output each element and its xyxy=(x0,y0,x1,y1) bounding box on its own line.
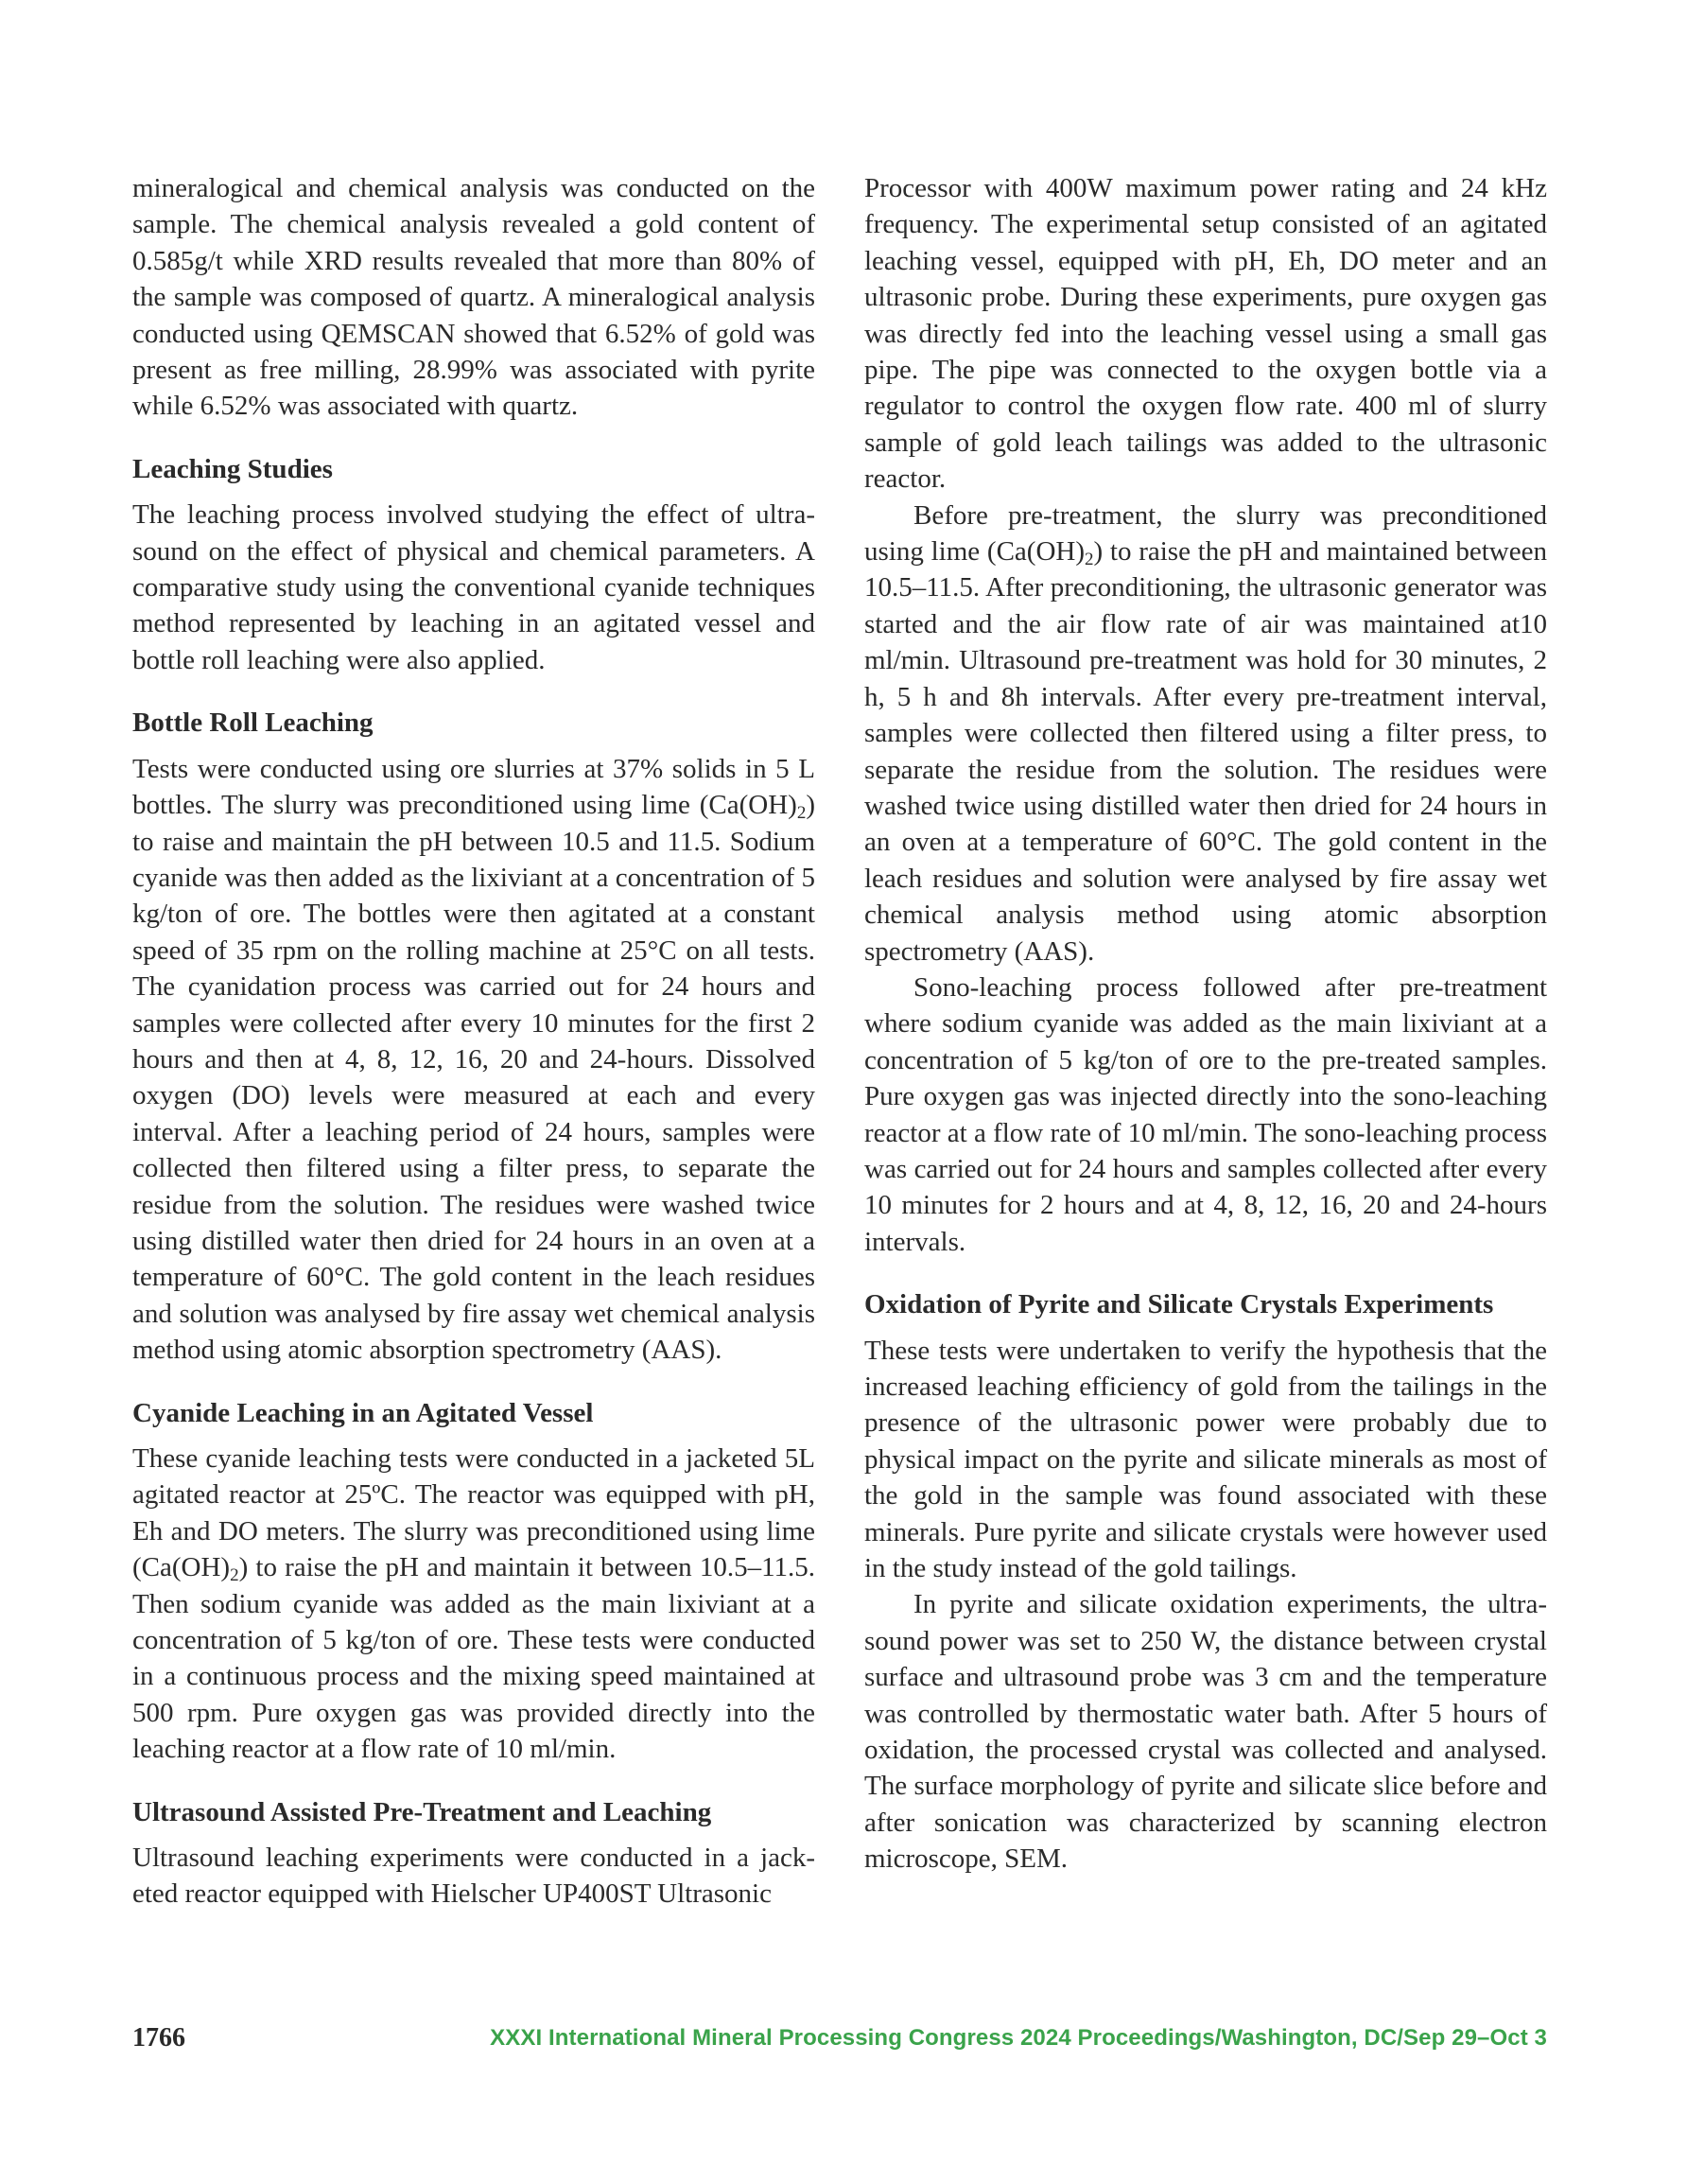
text-run: ) to raise and maintain the pH between 10.5 and 11.5. Sodium cyanide was then added as the lixiviant at a concentration of 5 kg/ton of ore. The bottles were then agitated at a constant speed of 35 rpm on the rolling machine at 25°C on all tests. The cyanidation process was carried out for 24 hours and samples were collected after every 10 minutes for the first 2 hours and then at 4, 8, 12, 16, 20 and 24-hours. Dissolved oxygen (DO) levels were measured at each and every interval. After a leaching period of 24 hours, samples were collected then filtered using a filter press, to separate the residue from the solution. The residues were washed twice using distilled water then dried for 24 hours in an oven at a temperature of 60°C. The gold content in the leach residues and solution was analysed by fire assay wet chemical analysis method using atomic absorption spectrometry (AAS). xyxy=(132,790,815,1366)
proceedings-footer-text: XXXI International Mineral Processing Congress 2024 Proceedings/Washington, DC/Sep 29–Oct 3 xyxy=(490,2025,1547,2051)
paragraph-oxidation-hypothesis: These tests were undertaken to verify the hypothesis that the increased leaching efficiency of gold from the tailings in the presence of the ultrasonic power were probably due to physical impact on the pyrite and silicate minerals as most of the gold in the sample was found associated with these minerals. Pure pyrite and silicate crystals were however used in the study instead of the gold tailings. xyxy=(864,1335,1547,1584)
text-run: These cyanide leaching tests were conducted in a jacketed 5L agitated reactor at 25ºC. The reactor was equipped with pH, Eh and DO meters. The slurry was preconditioned using lime (Ca(OH) xyxy=(132,1443,815,1583)
subscript: 2 xyxy=(230,1565,239,1586)
paragraph-processor-setup: Processor with 400W maximum power rating and 24 kHz frequency. The experimental setup consisted of an agitated leaching vessel, equipped with pH, Eh, DO meter and an ultrasonic probe. During these experiments, pure oxygen gas was directly fed into the leaching vessel using a small gas pipe. The pipe was connected to the oxygen bottle via a regulator to control the oxygen flow rate. 400 ml of slurry sample of gold leach tailings was added to the ultrasonic reactor. xyxy=(864,173,1547,495)
paragraph-oxidation-method: In pyrite and silicate oxidation experiments, the ultrasound power was set to 250 W, the distance between crystal surface and ultrasound probe was 3 cm and the temperature was controlled by thermostatic water bath. After 5 hours of oxidation, the processed crystal was collected and analysed. The surface morphology of pyrite and silicate slice before and after sonication was characterized by scanning electron microscope, SEM. xyxy=(864,1589,1547,1875)
left-column xyxy=(132,170,815,1913)
paragraph-sono-leaching: Sono-leaching process followed after pre-treatment where sodium cyanide was added as the main lixiviant at a concentration of 5 kg/ton of ore to the pre-treated samples. Pure oxygen gas was injected directly into the sono-leaching reactor at a flow rate of 10 ml/min. The sono-leaching process was carried out for 24 hours and samples collected after every 10 minutes for 2 hours and at 4, 8, 12, 16, 20 and 24-hours intervals. xyxy=(864,971,1547,1257)
paragraph-ultrasound-pretreatment: Ultrasound leaching experiments were conducted in a jacketed reactor equipped with Hielscher UP400ST Ultrasonic xyxy=(132,1843,815,1910)
text-run: ) to raise the pH and maintained between 10.5–11.5. After preconditioning, the ultrasonic generator was started and the air flow rate of air was maintained at10 ml/min. Ultrasound pre-treatment was hold for 30 minutes, 2 h, 5 h and 8h intervals. After every pre-treatment interval, samples were collected then filtered using a filter press, to separate the residue from the solution. The residues were washed twice using distilled water then dried for 24 hours in an oven at a temperature of 60°C. The gold content in the leach residues and solution were analysed by fire assay wet chemical analysis method using atomic absorption spectrometry (AAS). xyxy=(864,536,1547,967)
page-number: 1766 xyxy=(132,2023,185,2053)
heading-leaching-studies: Leaching Studies xyxy=(132,453,333,484)
subscript: 2 xyxy=(796,803,807,824)
text-run: Before pre-treatment, the slurry was preconditioned using lime (Ca(OH) xyxy=(864,499,1547,568)
heading-cyanide-leaching: Cyanide Leaching in an Agitated Vessel xyxy=(132,1397,594,1428)
page-footer xyxy=(132,2023,1547,2061)
paragraph-pretreatment xyxy=(864,498,1547,970)
heading-oxidation-experiments: Oxidation of Pyrite and Silicate Crystals Experiments xyxy=(864,1289,1494,1320)
paragraph-cyanide-leaching xyxy=(132,1441,815,1768)
text-run: ) to raise the pH and maintain it between 10.5–11.5. Then sodium cyanide was added as the main lixiviant at a concentration of 5 kg/ton of ore. These tests were conducted in a continuous process and the mixing speed maintained at 500 rpm. Pure oxygen gas was provided directly into the leaching reactor at a flow rate of 10 ml/min. xyxy=(132,1552,815,1765)
paragraph-bottle-roll-leaching xyxy=(132,751,815,1369)
heading-bottle-roll-leaching: Bottle Roll Leaching xyxy=(132,708,374,739)
subscript: 2 xyxy=(1084,550,1094,570)
paragraph-sample-analysis: mineralogical and chemical analysis was conducted on the sample. The chemical analysis revealed a gold content of 0.585g/t while XRD results revealed that more than 80% of the sample was composed of quartz. A mineralogical analysis conducted using QEMSCAN showed that 6.52% of gold was present as free milling, 28.99% was associated with pyrite while 6.52% was associated with quartz. xyxy=(132,173,815,422)
right-column xyxy=(864,170,1547,1878)
text-run: Tests were conducted using ore slurries at 37% solids in 5 L bottles. The slurry was preconditioned using lime (Ca(OH) xyxy=(132,753,815,821)
paragraph-leaching-studies: The leaching process involved studying the effect of ultrasound on the effect of physical and chemical parameters. A comparative study using the conventional cyanide techniques method represented by leaching in an agitated vessel and bottle roll leaching were also applied. xyxy=(132,499,815,675)
heading-ultrasound-pretreatment: Ultrasound Assisted Pre-Treatment and Leaching xyxy=(132,1796,712,1827)
